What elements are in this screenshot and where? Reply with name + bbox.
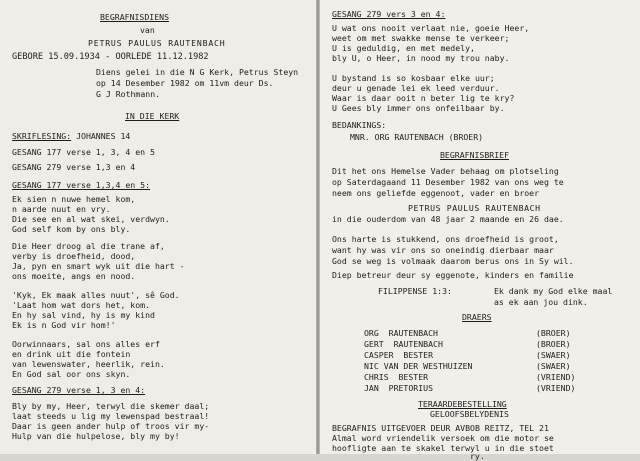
hymn-title: GESANG 279 vers 3 en 4: bbox=[332, 9, 446, 19]
hymn-line: God self kom by ons bly. bbox=[12, 224, 131, 234]
bearers-heading: DRAERS bbox=[462, 312, 492, 322]
hymn-line: U bystand is so kosbaar elke uur; bbox=[332, 73, 495, 83]
hymn-line: deur u genade lei ek leed verduur. bbox=[332, 83, 500, 93]
hymn-line: Ja, pyn en smart wyk uit die hart - bbox=[12, 261, 185, 271]
thanks-label: BEDANKINGS: bbox=[332, 120, 387, 130]
hymn-line: Daar is geen ander hulp of troos vir my- bbox=[12, 421, 210, 431]
deceased-name: PETRUS PAULUS RAUTENBACH bbox=[88, 38, 226, 48]
service-line: G J Rothmann. bbox=[96, 89, 161, 99]
right-page bbox=[320, 0, 640, 461]
hymn-line: n aarde nuut en vry. bbox=[12, 204, 111, 214]
service-heading: BEGRAFNISDIENS bbox=[100, 12, 170, 22]
grief-line: want hy was vir ons so oneindig dierbaar maar bbox=[332, 245, 554, 255]
notice-name: PETRUS PAULUS RAUTENBACH bbox=[408, 203, 541, 213]
hymn-line: en drink uit die fontein bbox=[12, 349, 131, 359]
bearer-name: NIC VAN DER WESTHUIZEN bbox=[364, 361, 473, 371]
hymn1-title: GESANG 177 verse 1,3,4 en 5: bbox=[12, 180, 151, 190]
reading-row bbox=[12, 131, 130, 141]
notice-line: Dit het ons Hemelse Vader behaag om plotseling bbox=[332, 166, 559, 176]
hymn-line: Oorwinnaars, sal ons alles erf bbox=[12, 339, 160, 349]
grief-line: Ons harte is stukkend, ons droefheid is groot, bbox=[332, 234, 559, 244]
hymn-line: Die see en al wat skei, verdwyn. bbox=[12, 214, 170, 224]
song-line: GESANG 177 verse 1, 3, 4 en 5 bbox=[12, 147, 155, 157]
song-line: GESANG 279 verse 1,3 en 4 bbox=[12, 162, 136, 172]
notice-heading: BEGRAFNISBRIEF bbox=[440, 150, 510, 160]
bearer-relation: (SWAER) bbox=[536, 350, 571, 360]
hymn-line: bly U, o Heer, in nood my trou naby. bbox=[332, 53, 510, 63]
reading-label: SKRIFLESING: bbox=[12, 131, 72, 141]
closing-line: hoofligte aan te skakel terwyl u in die stoet bbox=[332, 443, 554, 453]
hymn-line: ons moeite, angs en nood. bbox=[12, 271, 136, 281]
closing-line: ry. bbox=[470, 451, 485, 461]
hymn-line: Waar is daar ooit n beter lig te kry? bbox=[332, 93, 515, 103]
mourners-line: Diep betreur deur sy eggenote, kinders en familie bbox=[332, 270, 574, 280]
notice-age: in die ouderdom van 48 jaar 2 maande en 26 dae. bbox=[332, 214, 564, 224]
hymn-line: 'Kyk, Ek maak alles nuut', sê God. bbox=[12, 290, 180, 300]
hymn-line: U Gees bly immer ons onfeilbaar by. bbox=[332, 103, 505, 113]
bearer-name: CASPER BESTER bbox=[364, 350, 434, 360]
burial-heading: TERAARDEBESTELLING bbox=[418, 399, 507, 409]
bearer-relation: (BROER) bbox=[536, 328, 571, 338]
hymn-line: van lewenswater, heerlik, rein. bbox=[12, 359, 165, 369]
notice-line: neem ons geliefde eggenoot, vader en broer bbox=[332, 188, 540, 198]
grief-line: God se weg is volmaak daarom berus ons in Sy wil. bbox=[332, 256, 574, 266]
hymn-line: weet om met swakke mense te verkeer; bbox=[332, 33, 510, 43]
hymn-line: U is geduldig, en met medely, bbox=[332, 43, 475, 53]
hymn-line: Ek sien n nuwe hemel kom, bbox=[12, 194, 136, 204]
verse-text: Ek dank my God elke maal bbox=[494, 286, 613, 296]
creed-line: GELOOFSBELYDENIS bbox=[430, 409, 509, 419]
hymn-line: Bly by my, Heer, terwyl die skemer daal; bbox=[12, 401, 210, 411]
hymn-line: En hy sal vind, hy is my kind bbox=[12, 310, 155, 320]
closing-line: Almal word vriendelik versoek om die motor se bbox=[332, 433, 554, 443]
bearer-name: GERT RAUTENBACH bbox=[364, 339, 443, 349]
hymn-line: Hulp van die hulpelose, bly my by! bbox=[12, 431, 180, 441]
verse-ref: FILIPPENSE 1:3: bbox=[378, 286, 452, 296]
hymn-line: En God sal oor ons skyn. bbox=[12, 369, 131, 379]
bearer-name: ORG RAUTENBACH bbox=[364, 328, 438, 338]
bearer-relation: (VRIEND) bbox=[536, 372, 576, 382]
birth-death-dates: GEBORE 15.09.1934 - OORLEDE 11.12.1982 bbox=[12, 52, 209, 62]
notice-line: op Saterdagaand 11 Desember 1982 van ons weg te bbox=[332, 177, 564, 187]
bearer-name: JAN PRETORIUS bbox=[364, 383, 434, 393]
hymn-line: Ek is n God vir hom!' bbox=[12, 320, 116, 330]
bearer-relation: (BROER) bbox=[536, 339, 571, 349]
service-line: Diens gelei in die N G Kerk, Petrus Steyn bbox=[96, 67, 299, 77]
bearer-relation: (SWAER) bbox=[536, 361, 571, 371]
reading-text: JOHANNES 14 bbox=[76, 131, 131, 141]
bearer-relation: (VRIEND) bbox=[536, 383, 576, 393]
verse-text: as ek aan jou dink. bbox=[494, 297, 588, 307]
hymn-line: laat steeds u lig my lewenspad bestraal! bbox=[12, 411, 210, 421]
thanks-text: MNR. ORG RAUTENBACH (BROER) bbox=[350, 132, 484, 142]
hymn-line: Die Heer droog al die trane af, bbox=[12, 241, 165, 251]
church-heading: IN DIE KERK bbox=[125, 111, 180, 121]
bearer-name: CHRIS BESTER bbox=[364, 372, 429, 382]
undertaker-line: BEGRAFNIS UITGEVOER DEUR AVBOB REITZ, TEL 21 bbox=[332, 423, 549, 433]
hymn2-title: GESANG 279 verse 1, 3 en 4: bbox=[12, 385, 146, 395]
hymn-line: U wat ons nooit verlaat nie, goeie Heer, bbox=[332, 23, 530, 33]
left-page bbox=[0, 0, 316, 454]
service-line: op 14 Desember 1982 om 11vm deur Ds. bbox=[96, 78, 274, 88]
hymn-line: verby is droefheid, dood, bbox=[12, 251, 136, 261]
van-label: van bbox=[140, 25, 155, 35]
hymn-line: 'Laat hom wat dors het, kom. bbox=[12, 300, 151, 310]
